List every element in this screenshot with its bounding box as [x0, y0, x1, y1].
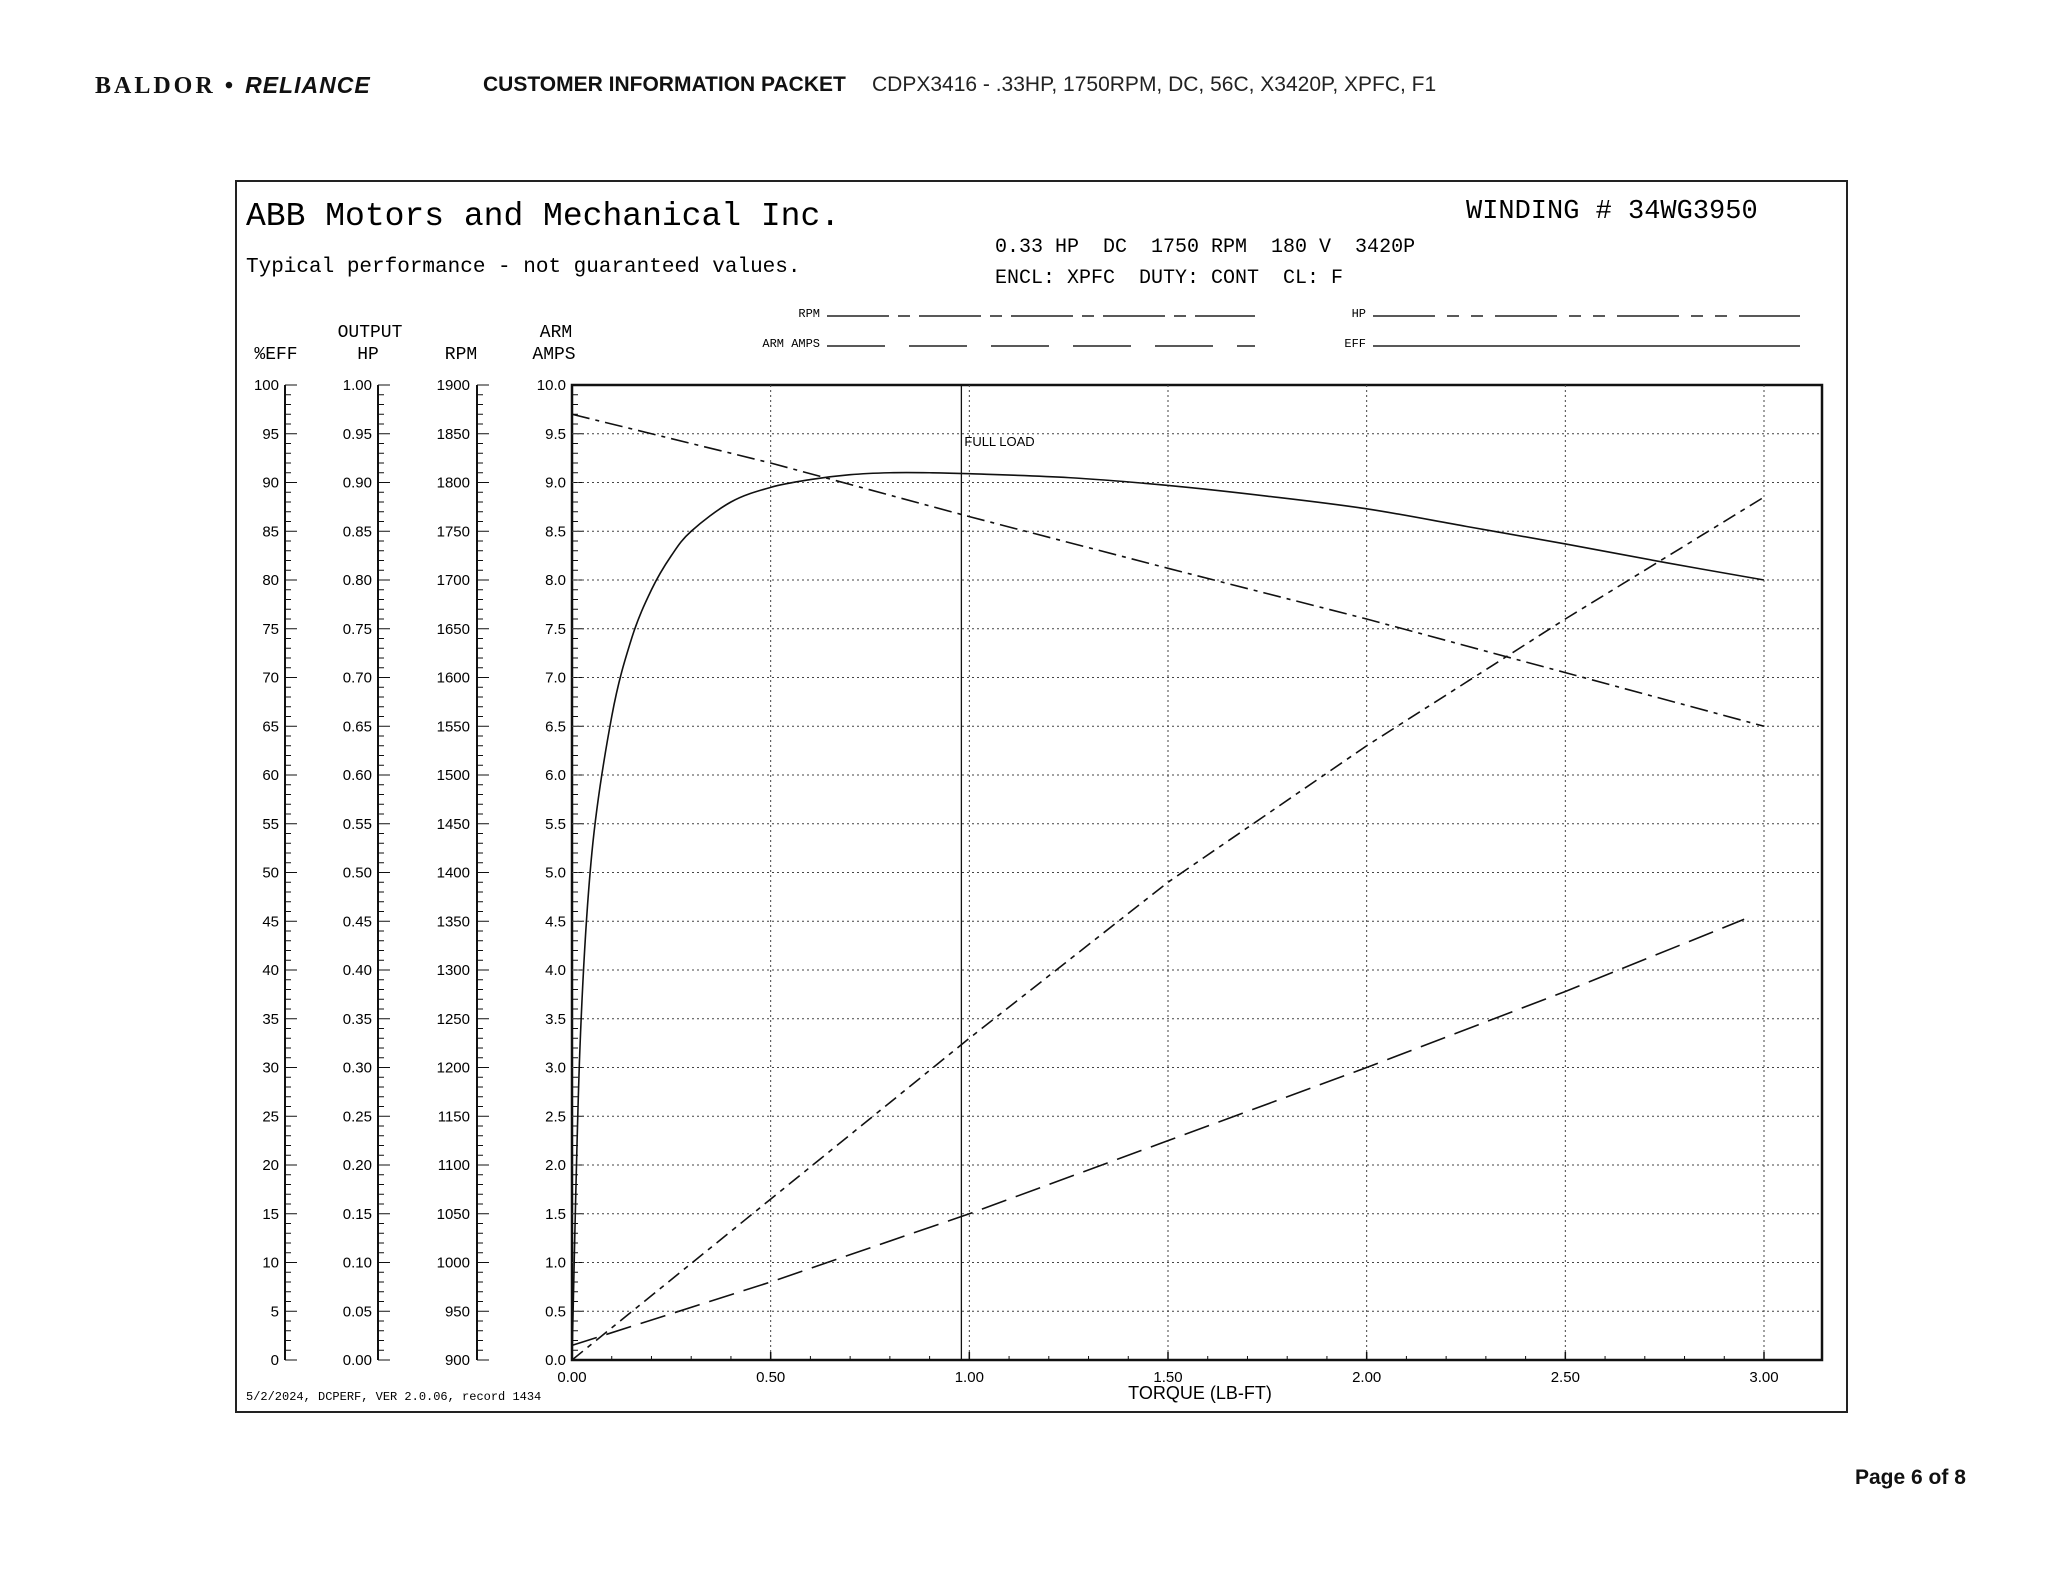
hp-axis-tick-label: 0.50	[342, 864, 372, 882]
eff-axis-tick-label: 25	[262, 1108, 279, 1126]
amps-axis-header: AMPS	[532, 345, 576, 365]
rpm-axis-tick-label: 1300	[436, 962, 470, 979]
rpm-axis-tick-label: 1750	[436, 523, 470, 541]
eff-axis-tick-label: 50	[262, 864, 279, 882]
rpm-axis-tick-label: 1050	[436, 1205, 470, 1223]
x-tick-label: 3.00	[1749, 1369, 1779, 1386]
eff-axis-tick-label: 15	[262, 1205, 279, 1223]
hp-axis-tick-label: 0.35	[342, 1010, 372, 1028]
amps-axis-tick-label: 2.0	[545, 1157, 566, 1174]
plot-area	[557, 385, 1822, 1386]
eff-axis-tick-label: 80	[262, 572, 279, 589]
amps-axis-tick-label: 6.0	[545, 767, 566, 784]
eff-axis-tick-label: 35	[262, 1010, 279, 1028]
eff-axis-tick-label: 0	[270, 1352, 279, 1369]
rpm-axis-tick-label: 1150	[437, 1108, 470, 1126]
hp-axis-tick-label: 0.60	[342, 767, 372, 784]
eff-axis-tick-label: 60	[262, 767, 279, 784]
amps-axis-tick-label: 10.0	[536, 377, 566, 394]
series-line-arm-amps	[572, 919, 1744, 1345]
rpm-axis-tick-label: 1650	[436, 620, 470, 638]
hp-axis-header-top: OUTPUT	[337, 323, 403, 343]
footer-note: 5/2/2024, DCPERF, VER 2.0.06, record 1434	[246, 1390, 542, 1404]
amps-axis-tick-label: 9.0	[545, 474, 566, 492]
x-tick-label: 2.50	[1550, 1369, 1580, 1386]
amps-axis-tick-label: 5.5	[545, 815, 566, 833]
amps-axis-header-top: ARM	[539, 323, 573, 343]
x-axis-title: TORQUE (LB-FT)	[1128, 1383, 1272, 1403]
hp-axis-tick-label: 0.30	[342, 1059, 372, 1077]
hp-axis-tick-label: 0.00	[342, 1352, 372, 1369]
winding-number: WINDING # 34WG3950	[1466, 197, 1758, 227]
eff-axis-tick-label: 55	[262, 815, 279, 833]
x-tick-label: 0.50	[756, 1369, 786, 1386]
rpm-axis-tick-label: 1450	[436, 815, 470, 833]
hp-axis-tick-label: 0.85	[342, 523, 372, 541]
eff-axis-tick-label: 30	[262, 1059, 279, 1077]
amps-axis-tick-label: 4.0	[545, 962, 566, 979]
hp-axis-tick-label: 1.00	[342, 377, 372, 394]
amps-axis-tick-label: 1.5	[545, 1205, 566, 1223]
rpm-axis-tick-label: 950	[444, 1303, 470, 1321]
eff-axis-tick-label: 40	[262, 962, 279, 979]
eff-axis-tick-label: 95	[262, 425, 279, 443]
eff-axis-tick-label: 45	[262, 913, 279, 931]
amps-axis-tick-label: 5.0	[545, 864, 566, 882]
x-tick-label: 0.00	[557, 1369, 587, 1386]
legend-arm-amps-label: ARM AMPS	[762, 337, 820, 351]
eff-axis-tick-label: 5	[270, 1303, 279, 1321]
page-number: Page 6 of 8	[1855, 1466, 1966, 1489]
rpm-axis-tick-label: 1600	[436, 669, 470, 687]
hp-axis-tick-label: 0.80	[342, 572, 372, 589]
eff-axis-header: %EFF	[254, 345, 298, 365]
amps-axis-tick-label: 3.5	[545, 1010, 566, 1028]
amps-axis-tick-label: 0.0	[545, 1352, 566, 1369]
legend-eff-label: EFF	[1344, 337, 1366, 351]
eff-axis-tick-label: 10	[262, 1254, 279, 1272]
amps-axis-tick-label: 8.0	[545, 572, 566, 589]
rpm-axis-tick-label: 1200	[436, 1059, 470, 1077]
logo-dot: •	[224, 73, 237, 99]
hp-axis-tick-label: 0.90	[342, 474, 372, 492]
hp-axis-tick-label: 0.15	[342, 1205, 372, 1223]
legend-rpm-label: RPM	[798, 307, 820, 321]
amps-axis-tick-label: 7.5	[545, 620, 566, 638]
amps-axis-tick-label: 2.5	[545, 1108, 566, 1126]
logo-baldor: BALDOR	[95, 73, 216, 99]
amps-axis-tick-label: 8.5	[545, 523, 566, 541]
hp-axis-tick-label: 0.25	[342, 1108, 372, 1126]
logo-reliance: RELIANCE	[245, 72, 371, 98]
rpm-axis-tick-label: 1850	[436, 425, 470, 443]
rpm-axis-tick-label: 1000	[436, 1254, 470, 1272]
model-description: CDPX3416 - .33HP, 1750RPM, DC, 56C, X3420P, XPFC, F1	[872, 73, 1437, 96]
amps-axis-tick-label: 9.5	[545, 425, 566, 443]
spec-line-1: 0.33 HP DC 1750 RPM 180 V 3420P	[995, 236, 1416, 259]
x-tick-label: 1.00	[954, 1369, 984, 1386]
amps-axis-tick-label: 7.0	[545, 669, 566, 687]
eff-axis-tick-label: 75	[262, 620, 279, 638]
hp-axis-tick-label: 0.65	[342, 718, 372, 736]
x-tick-label: 2.00	[1352, 1369, 1382, 1386]
hp-axis-tick-label: 0.10	[342, 1254, 372, 1272]
rpm-axis-tick-label: 1350	[436, 913, 470, 931]
eff-axis-tick-label: 20	[262, 1157, 279, 1174]
company-name: ABB Motors and Mechanical Inc.	[246, 198, 841, 235]
hp-axis-tick-label: 0.20	[342, 1157, 372, 1174]
hp-axis-header: HP	[357, 345, 379, 365]
full-load-label: FULL LOAD	[964, 434, 1035, 449]
subtitle: Typical performance - not guaranteed values.	[246, 256, 801, 279]
amps-axis-tick-label: 4.5	[545, 913, 566, 931]
packet-title: CUSTOMER INFORMATION PACKET	[483, 73, 846, 96]
rpm-axis-tick-label: 1900	[436, 377, 470, 394]
eff-axis-tick-label: 65	[262, 718, 279, 736]
legend-hp-label: HP	[1351, 307, 1366, 321]
eff-axis-tick-label: 90	[262, 474, 279, 492]
rpm-axis-tick-label: 1100	[437, 1157, 470, 1174]
hp-axis-tick-label: 0.40	[342, 962, 372, 979]
hp-axis-tick-label: 0.05	[342, 1303, 372, 1321]
amps-axis-tick-label: 3.0	[545, 1059, 566, 1077]
hp-axis-tick-label: 0.55	[342, 815, 372, 833]
amps-axis-tick-label: 0.5	[545, 1303, 566, 1321]
hp-axis-tick-label: 0.95	[342, 425, 372, 443]
rpm-axis-tick-label: 1550	[436, 718, 470, 736]
y-axes	[254, 377, 584, 1369]
hp-axis-tick-label: 0.75	[342, 620, 372, 638]
spec-line-2: ENCL: XPFC DUTY: CONT CL: F	[995, 267, 1344, 290]
hp-axis-tick-label: 0.70	[342, 669, 372, 687]
hp-axis-tick-label: 0.45	[342, 913, 372, 931]
x-tick-label: 1.50	[1153, 1369, 1183, 1386]
rpm-axis-header: RPM	[444, 345, 478, 365]
rpm-axis-tick-label: 1400	[436, 864, 470, 882]
amps-axis-tick-label: 1.0	[545, 1254, 566, 1272]
amps-axis-tick-label: 6.5	[545, 718, 566, 736]
eff-axis-tick-label: 70	[262, 669, 279, 687]
rpm-axis-tick-label: 1800	[436, 474, 470, 492]
rpm-axis-tick-label: 1500	[436, 767, 470, 784]
rpm-axis-tick-label: 1250	[436, 1010, 470, 1028]
eff-axis-tick-label: 100	[253, 377, 279, 394]
eff-axis-tick-label: 85	[262, 523, 279, 541]
rpm-axis-tick-label: 1700	[436, 572, 470, 589]
rpm-axis-tick-label: 900	[444, 1352, 470, 1369]
